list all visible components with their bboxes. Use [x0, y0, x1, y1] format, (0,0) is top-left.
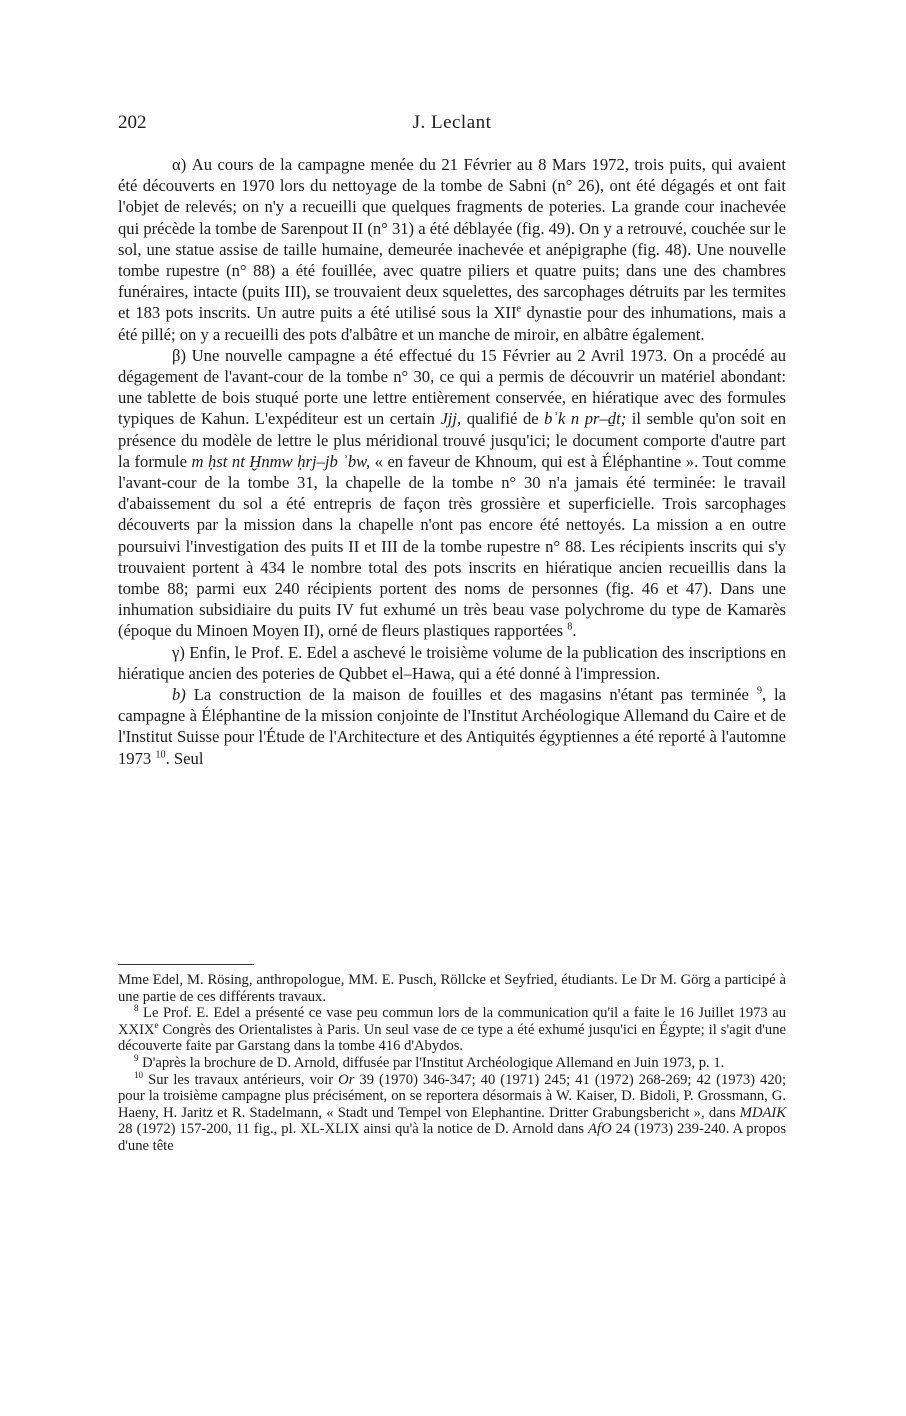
running-head: J. Leclant	[412, 112, 492, 133]
footnote-ref-9[interactable]: 9	[756, 685, 762, 697]
paragraph-alpha: α) Au cours de la campagne menée du 21 Février au 8 Mars 1972, trois puits, qui avaient été découverts en 1970 lors du nettoyage de la tombe de Sabni (n° 26), ont été dégagés et ont fait l'objet de relevés; on n'y a recueilli que quelques fragments de poteries. La grande cour inachevée qui précède la tombe de Sarenpout II (n° 31) a été déblayée (fig. 49). On y a retrouvé, couchée sur le sol, une statue assise de taille humaine, demeurée inachevée et anépigraphe (fig. 48). Une nouvelle tombe rupestre (n° 88) a été fouillée, avec quatre piliers et quatre puits; dans une des chambres funéraires, intacte (puits III), se trouvaient deux squelettes, des sarcophages détruits par les termites et 183 pots inscrits. Un autre puits a été utilisé sous la XIIe dynastie pour des inhumations, mais a été pillé; on y a recueilli des pots d'albâtre et un manche de miroir, en albâtre également.	[118, 155, 786, 344]
footnote-divider	[118, 964, 254, 965]
page-number: 202	[118, 112, 147, 133]
footnotes	[118, 972, 786, 1155]
footnote-number: 10	[134, 1069, 144, 1080]
paragraph-b: b) La construction de la maison de fouilles et des magasins n'étant pas terminée $^9$, la campagne à Éléphantine de la mission conjointe de l'Institut Archéologique Allemand du Caire et de l'Institut Suisse pour l'Étude de l'Architecture et des Antiquités égyptiennes a été reporté à l'automne 1973 $^{10}$. Seul	[118, 685, 786, 768]
footnote-8: $^8$ Le Prof. E. Edel a présenté ce vase peu commun lors de la communication qu'il a faite le 16 Juillet 1973 au XXIXe Congrès des Orientalistes à Paris. Un seul vase de ce type a été exhumé jusqu'ici en Égypte; il s'agit d'une découverte faite par Garstang dans la tombe 416 d'Abydos.	[118, 1003, 786, 1055]
page-header	[118, 112, 786, 142]
footnote-10: $^{10}$ Sur les travaux antérieurs, voir Or 39 (1970) 346-347; 40 (1971) 245; 41 (1972) 268-269; 42 (1973) 420; pour la troisième campagne plus précisément, on se reportera désormais à W. Kaiser, D. Bidoli, P. Grossmann, G. Haeny, H. Jaritz et R. Stadelmann, « Stadt und Tempel von Elephantine. Dritter Grabungsbericht », dans MDAIK 28 (1972) 157-200, 11 fig., pl. XL-XLIX ainsi qu'à la notice de D. Arnold dans AfO 24 (1973) 239-240. A propos d'une tête	[118, 1069, 787, 1154]
paragraph-beta: β) Une nouvelle campagne a été effectué du 15 Février au 2 Avril 1973. On a procédé au dégagement de l'avant-cour de la tombe n° 30, ce qui a permis de découvrir un matériel abondant: une tablette de bois stuqué porte une lettre entièrement conservée, en hiératique avec des formules typiques de Kahun. L'expéditeur est un certain Jjj, qualifié de bʾk n pr–ḏt; il semble qu'on soit en présence du modèle de lettre le plus méridional trouvé jusqu'ici; le document comporte d'autre part la formule m ḥst nt Ḫnmw ḥrj–jb ʾbw, « en faveur de Khnoum, qui est à Éléphantine ». Tout comme l'avant-cour de la tombe 31, la chapelle de la tombe n° 30 n'a jamais été terminée: le travail d'abaissement du sol a été entrepris de façon très grossière et superficielle. Trois sarcophages découverts par la mission dans la chapelle n'ont pas encore été nettoyés. La mission a en outre poursuivi l'investigation des puits II et III de la tombe rupestre n° 88. Les récipients inscrits qui s'y trouvaient portent à 434 le nombre total des pots inscrits en hiératique ancien recueillis dans la tombe 88; parmi eux 240 récipients portent des noms de personnes (fig. 46 et 47). Dans une inhumation subsidiaire du puits IV fut exhumé un très beau vase polychrome du type de Kamarès (époque du Minoen Moyen II), orné de fleurs plastiques rapportées $^8$.	[118, 345, 786, 641]
footnote-number: 8	[134, 1003, 139, 1014]
footnote-9: $^9$ D'après la brochure de D. Arnold, diffusée par l'Institut Archéologique Allemand en Juin 1973, p. 1.	[134, 1053, 725, 1071]
footnote-ref-8[interactable]: 8	[567, 621, 573, 633]
footnote-ref-10[interactable]: 10	[155, 749, 166, 761]
paragraph-gamma: γ) Enfin, le Prof. E. Edel a aschevé le troisième volume de la publication des inscriptions en hiératique ancien des poteries de Qubbet el–Hawa, qui a été donné à l'impression.	[118, 642, 786, 683]
body-text	[118, 154, 786, 769]
footnote-continuation: Mme Edel, M. Rösing, anthropologue, MM. E. Pusch, Röllcke et Seyfried, étudiants. Le Dr M. Görg a participé à une partie de ces différents travaux.	[118, 972, 786, 1005]
footnote-number: 9	[134, 1053, 139, 1064]
